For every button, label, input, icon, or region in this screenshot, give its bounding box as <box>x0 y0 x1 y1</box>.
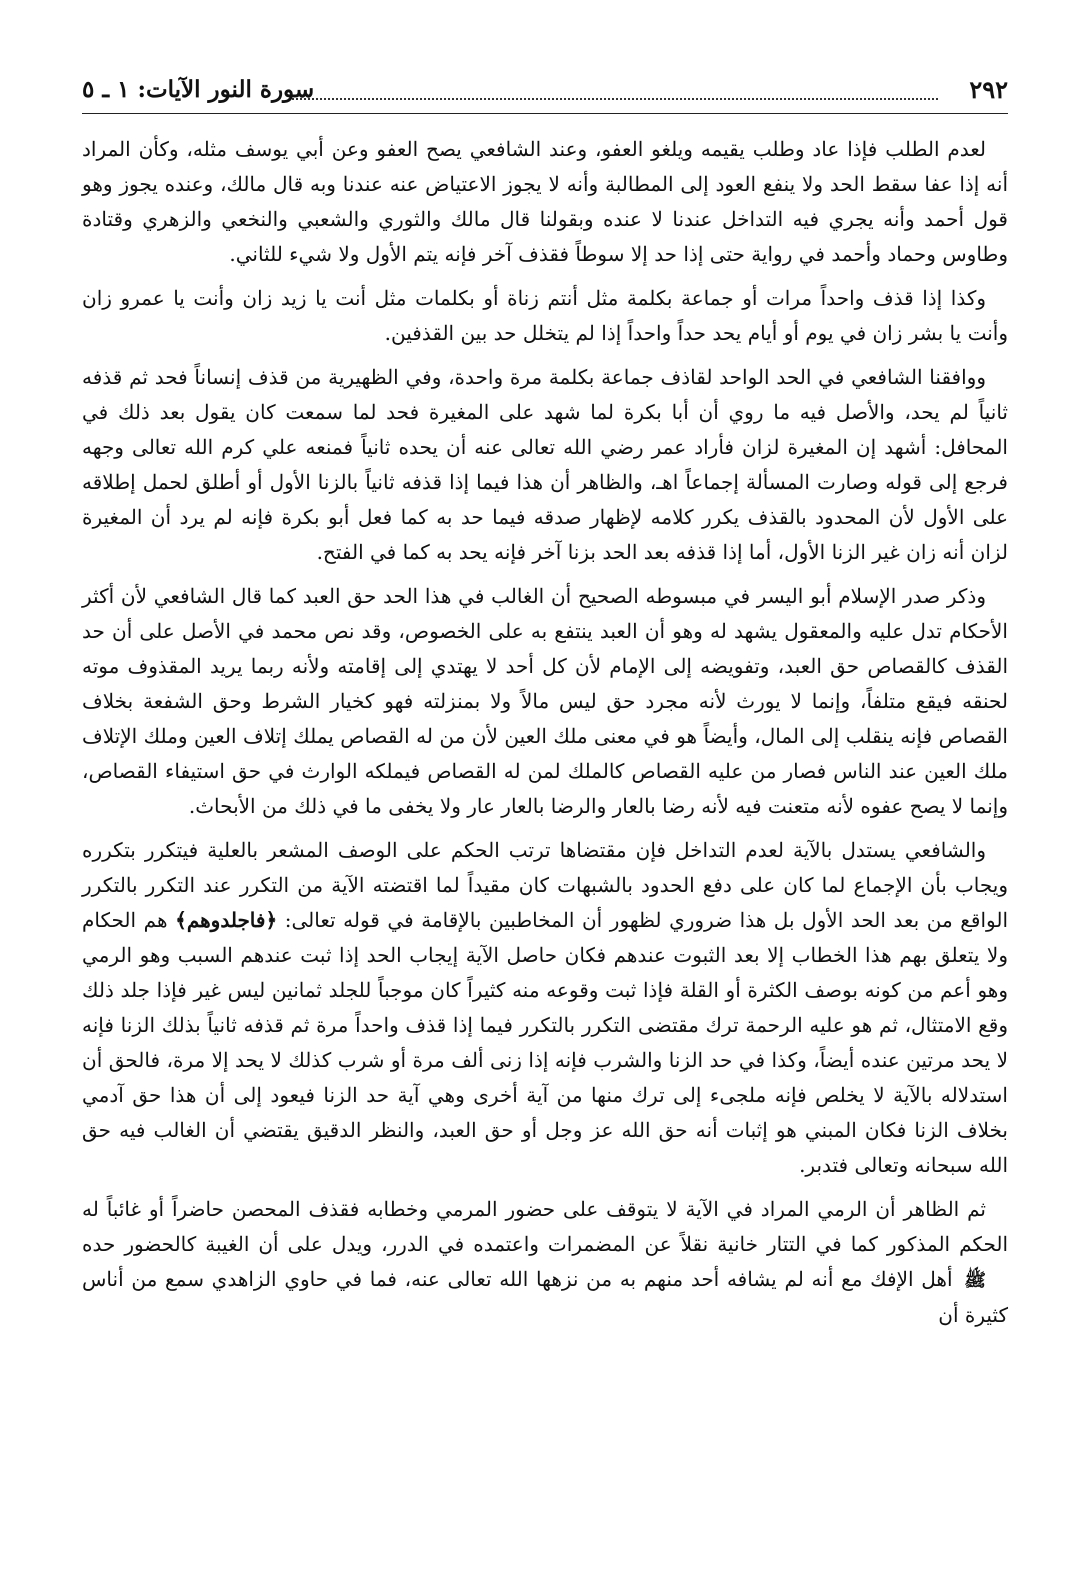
paragraph-5-text-before: والشافعي يستدل بالآية لعدم التداخل فإن مقتضاها ترتب الحكم على الوصف المشعر بالعلية فيتكرر بتكرره ويجاب بأن الإجماع لما كان على دفع الحدود بالشبهات كان مقيداً لما اقتضته الآية من التكرر عند التكرر بالتكرر الواقع من بعد الحد الأول بل هذا ضروري لظهور أن المخاطبين بالإقامة في قوله تعالى: <box>82 838 1008 932</box>
running-title: سورة النور الآيات: ١ ـ ٥ <box>82 76 315 103</box>
honorific-glyph: ﷺ <box>964 1270 986 1291</box>
paragraph-6-text-after: أهل الإفك مع أنه لم يشافه أحد منهم به من نزهها الله تعالى عنه، فما في حاوي الزاهدي سمع من أناس كثيرة أن <box>82 1267 1008 1327</box>
paragraph-3: ووافقنا الشافعي في الحد الواحد لقاذف جماعة بكلمة مرة واحدة، وفي الظهيرية من قذف إنساناً فحد ثم قذفه ثانياً لم يحد، والأصل فيه ما روي أن أبا بكرة لما شهد على المغيرة فحد لما سمعت كان يقول بعد ذلك في المحافل: أشهد إن المغيرة لزان فأراد عمر رضي الله تعالى عنه أن يحده ثانياً فمنعه علي كرم الله تعالى وجهه فرجع إلى قوله وصارت المسألة إجماعاً اهـ، والظاهر أن هذا فيما إذا قذفه ثانياً بالزنا الأول أو أطلق لحمل إطلاقه على الأول لأن المحدود بالقذف يكرر كلامه لإظهار صدقه فيما حد به كما فعل أبو بكرة فإنه لم يرد أن المغيرة لزان أنه زان غير الزنا الأول، أما إذا قذفه بعد الحد بزنا آخر فإنه يحد به كما في الفتح. <box>82 365 1008 564</box>
paragraph-2: وكذا إذا قذف واحداً مرات أو جماعة بكلمة مثل أنتم زناة أو بكلمات مثل أنت يا زيد زان وأنت يا عمرو زان وأنت يا بشر زان في يوم أو أيام يحد حداً واحداً إذا لم يتخلل حد بين القذفين. <box>82 286 1008 345</box>
page-number: ٢٩٢ <box>969 75 1008 104</box>
paragraph-1: لعدم الطلب فإذا عاد وطلب يقيمه ويلغو العفو، وعند الشافعي يصح العفو وعن أبي يوسف مثله، وكأن المراد أنه إذا عفا سقط الحد ولا ينفع العود إلى المطالبة وأنه لا يجوز الاعتياض عنه عندنا وبه قال مالك، وعنده يجوز وهو قول أحمد وأنه يجري فيه التداخل عندنا لا عنده وبقولنا قال مالك والثوري والشعبي والنخعي والزهري وقتادة وطاوس وحماد وأحمد في رواية حتى إذا حد إلا سوطاً فقذف آخر فإنه يتم الأول ولا شيء للثاني. <box>82 137 1008 266</box>
paragraph-4: وذكر صدر الإسلام أبو اليسر في مبسوطه الصحيح أن الغالب في هذا الحد حق العبد كما قال الشافعي لأن أكثر الأحكام تدل عليه والمعقول يشهد له وهو أن العبد ينتفع به على الخصوص، وقد نص محمد في الأصل على أن حد القذف كالقصاص حق العبد، وتفويضه إلى الإمام لأن كل أحد لا يهتدي إلى إقامته ولأنه ربما يريد المقذوف موته لحنقه فيقع متلفاً، وإنما لا يورث لأنه مجرد حق ليس مالاً ولا بمنزلته فهو كخيار الشرط وحق الشفعة بخلاف القصاص فإنه ينقلب إلى المال، وأيضاً هو في معنى ملك العين لأن من له القصاص يملك إتلاف العين وملك الإتلاف ملك العين عند الناس فصار من عليه القصاص كالملك لمن له القصاص فيملكه الوارث في حق استيفاء القصاص، وإنما لا يصح عفوه لأنه متعنت فيه لأنه رضا بالعار والرضا بالعار عار ولا يخفى ما في ذلك من الأبحاث. <box>82 584 1008 818</box>
quran-quote: ﴿فاجلدوهم﴾ <box>175 908 278 932</box>
page-header <box>82 58 1008 114</box>
paragraph-6 <box>82 1192 1008 1333</box>
paragraph-5-text-after: هم الحكام ولا يتعلق بهم هذا الخطاب إلا بعد الثبوت عندهم فكان حاصل الآية إيجاب الحد إذا ثبت عندهم السبب وهو الرمي وهو أعم من كونه بوصف الكثرة أو القلة فإذا ثبت وقوعه منه كثيراً كان موجباً للجلد ثمانين ليس غير فإذا جلد ذلك وقع الامتثال، ثم هو عليه الرحمة ترك مقتضى التكرر بالتكرر فيما إذا قذف واحداً مرة ثم قذفه ثانياً بذلك الزنا فإنه لا يحد مرتين عنده أيضاً، وكذا في حد الزنا والشرب فإنه إذا زنى ألف مرة أو شرب كذلك لا يحد إلا مرة، فالحق أن استدلاله بالآية لا يخلص فإنه ملجىء إلى ترك منها من آية أخرى وهي آية حد الزنا فيعود إلى أن هذا حق آدمي بخلاف الزنا فكان المبني هو إثبات أنه حق الله عز وجل أو حق العبد، والنظر الدقيق يقتضي أن الغالب فيه حق الله سبحانه وتعالى فتدبر. <box>82 908 1008 1177</box>
leader-dots <box>292 98 938 100</box>
paragraph-6-text-before: ثم الظاهر أن الرمي المراد في الآية لا يتوقف على حضور المرمي وخطابه فقذف المحصن حاضراً أو غائباً له الحكم المذكور كما في التتار خانية نقلاً عن المضمرات واعتمده في الدرر، ويدل على أن الغيبة كالحضور حده <box>82 1197 1009 1256</box>
paragraph-5 <box>82 833 1008 1183</box>
page-body <box>82 132 1008 1333</box>
